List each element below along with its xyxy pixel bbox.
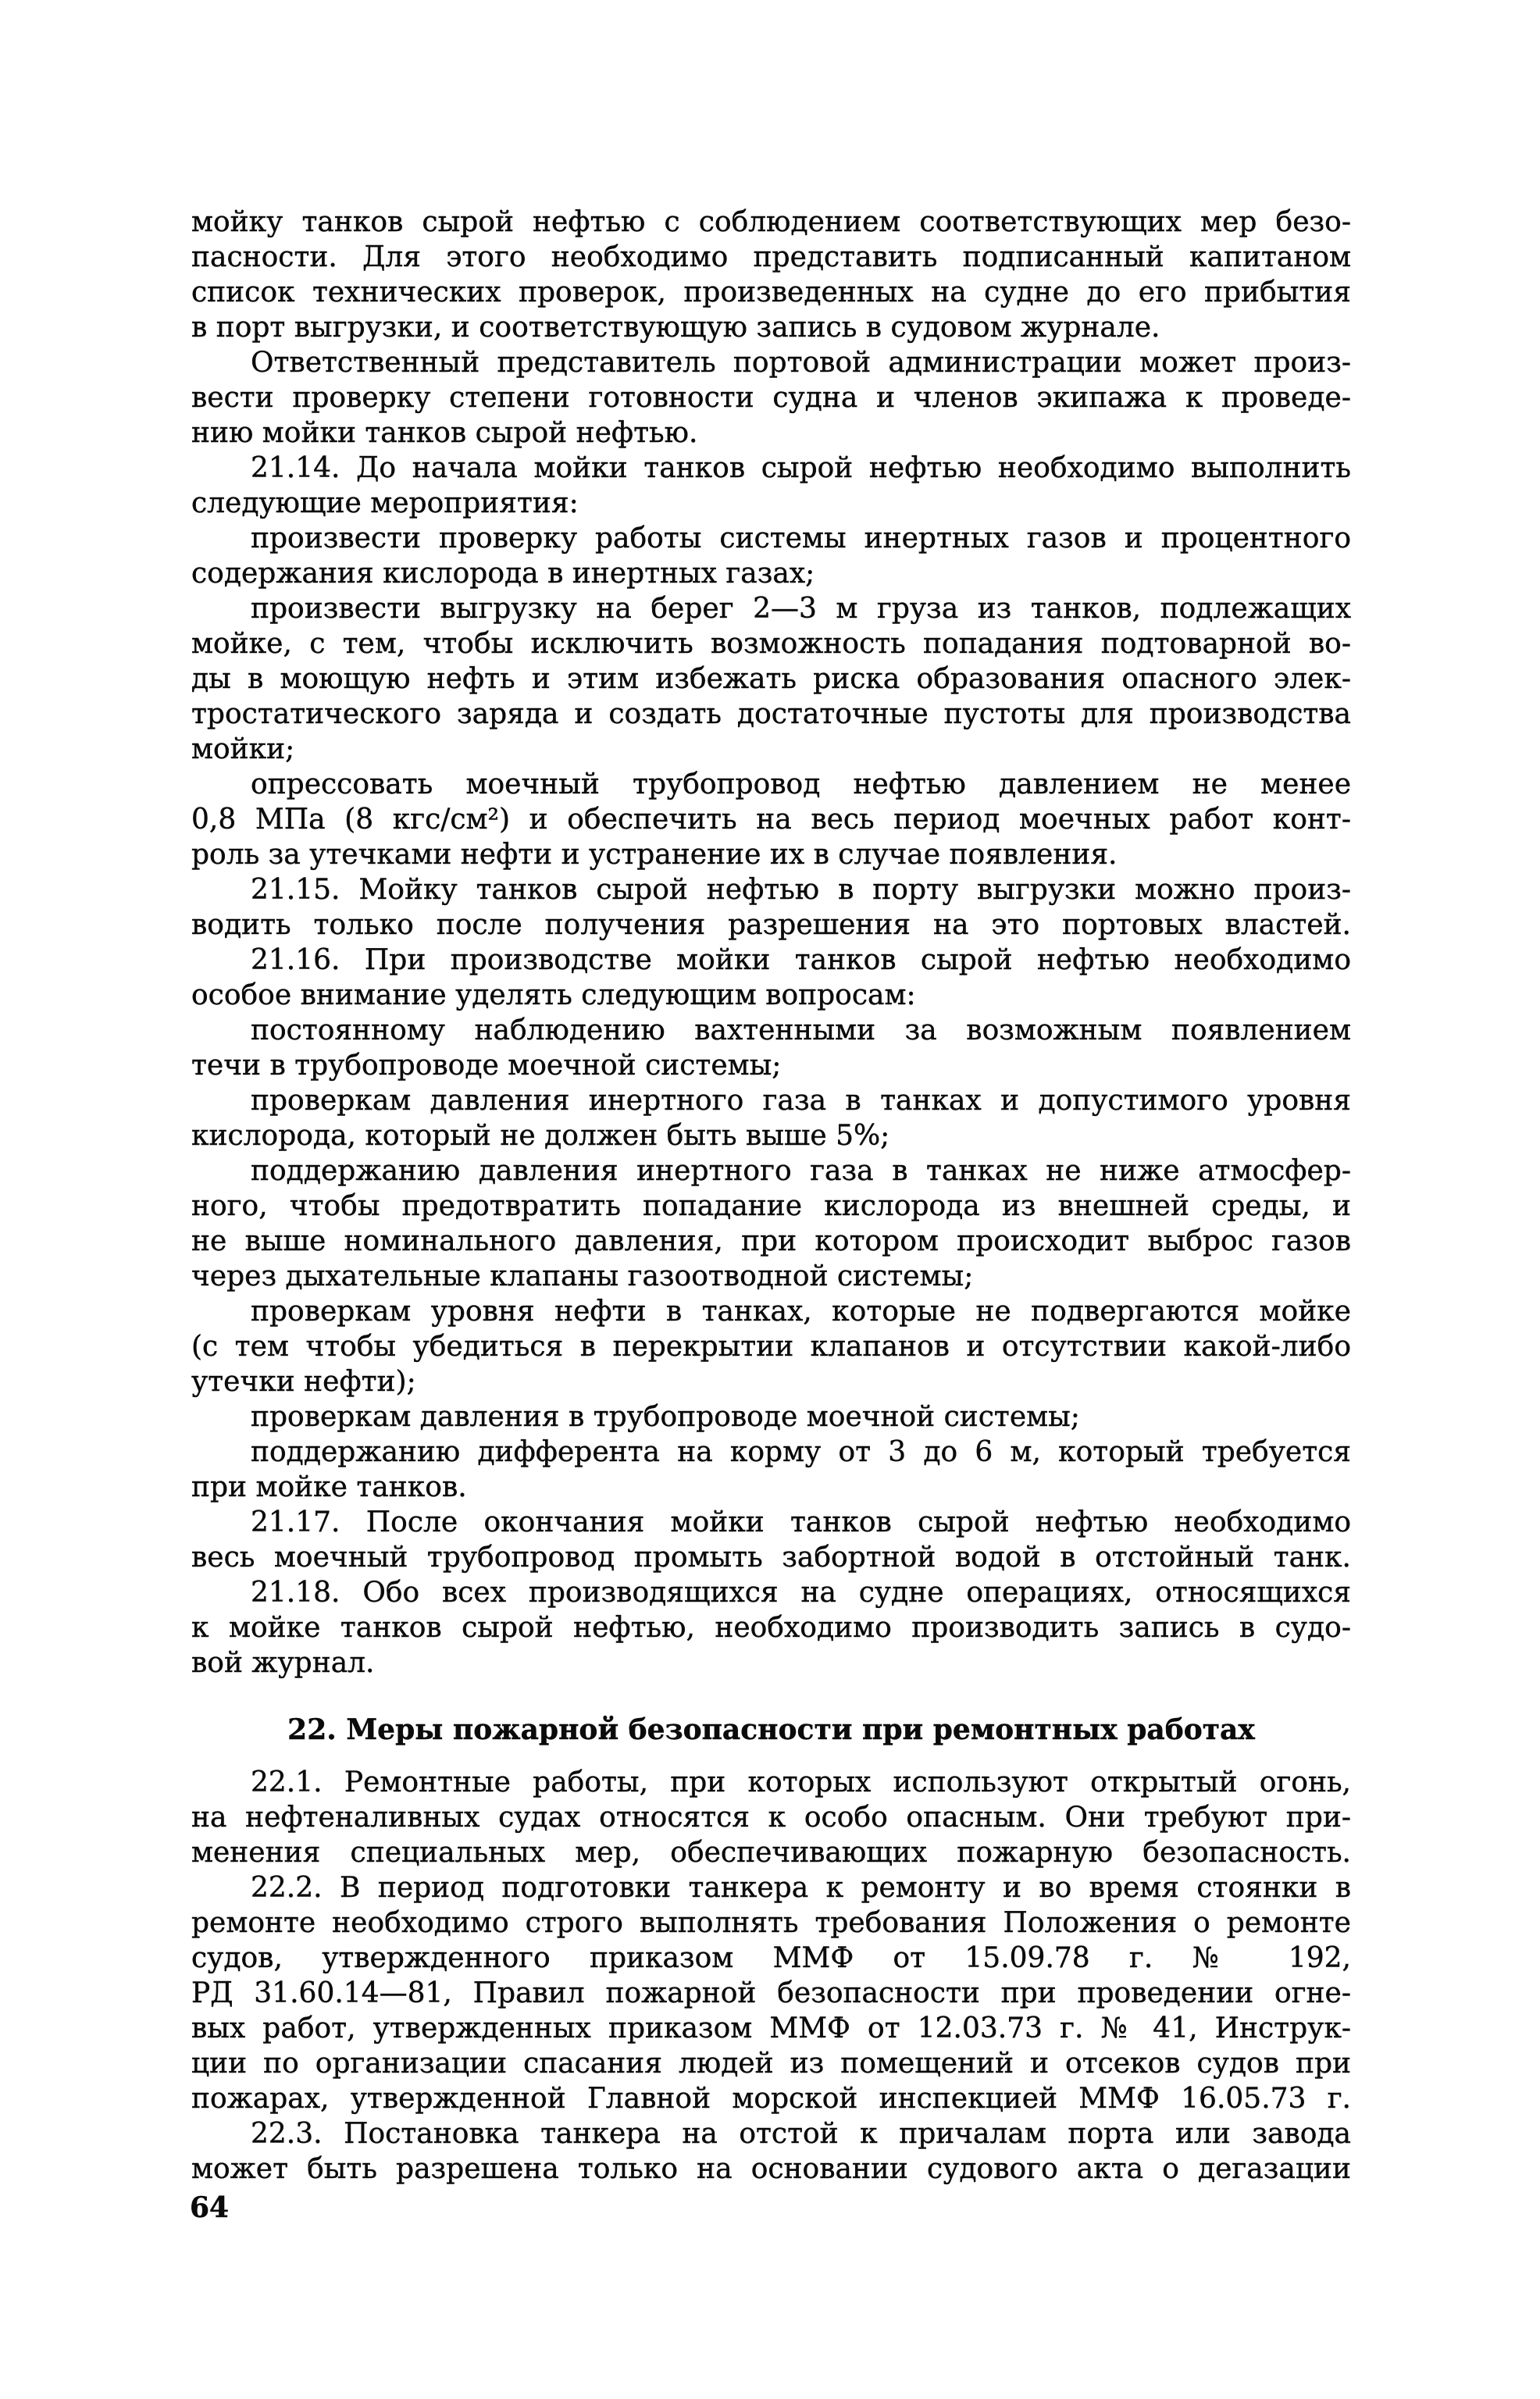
text-line: менения специальных мер, обеспечивающих пожарную безопасность.: [191, 1837, 1351, 1869]
section-heading: 22. Меры пожарной безопасности при ремонтных работах: [287, 1713, 1255, 1746]
text-line: 21.17. После окончания мойки танков сырой нефтью необходимо: [251, 1506, 1351, 1538]
text-line: 22.1. Ремонтные работы, при которых используют открытый огонь,: [251, 1766, 1351, 1798]
paragraph: [191, 1870, 1351, 2116]
text-line: вых работ, утвержденных приказом ММФ от 12.03.73 г. № 41, Инструк-: [191, 2012, 1351, 2044]
text-line: ремонте необходимо строго выполнять требования Положения о ремонте: [191, 1907, 1351, 1939]
text-line: (с тем чтобы убедиться в перекрытии клапанов и отсутствии какой-либо: [191, 1331, 1351, 1363]
text-line: нию мойки танков сырой нефтью.: [191, 417, 698, 449]
text-line: не выше номинального давления, при котором происходит выброс газов: [191, 1225, 1351, 1257]
text-line: вести проверку степени готовности судна и членов экипажа к проведе-: [191, 382, 1351, 414]
text-line: водить только после получения разрешения на это портовых властей.: [191, 909, 1351, 941]
text-line: ции по организации спасания людей из помещений и отсеков судов при: [191, 2048, 1351, 2080]
text-line: роль за утечками нефти и устранение их в случае появления.: [191, 839, 1118, 871]
text-line: содержания кислорода в инертных газах;: [191, 558, 815, 590]
text-line: ного, чтобы предотвратить попадание кислорода из внешней среды, и: [191, 1190, 1351, 1222]
paragraph: [191, 2116, 1351, 2187]
text-line: может быть разрешена только на основании судового акта о дегазации: [191, 2153, 1351, 2185]
text-line: список технических проверок, произведенных на судне до его прибытия: [191, 276, 1351, 308]
paragraph: [191, 591, 1351, 767]
text-line: мойку танков сырой нефтью с соблюдением соответствующих мер безо-: [191, 206, 1351, 238]
text-line: мойке, с тем, чтобы исключить возможность попадания подтоварной во-: [191, 628, 1351, 660]
paragraph: [191, 1294, 1351, 1399]
paragraph: [191, 205, 1351, 345]
paragraph: [191, 521, 1351, 591]
text-line: пасности. Для этого необходимо представить подписанный капитаном: [191, 241, 1351, 273]
text-line: произвести проверку работы системы инертных газов и процентного: [251, 522, 1351, 554]
paragraph: [191, 1765, 1351, 1870]
page-number: 64: [190, 2191, 230, 2224]
text-line: вой журнал.: [191, 1647, 375, 1679]
text-line: постоянному наблюдению вахтенными за возможным появлением: [251, 1014, 1351, 1046]
text-line: опрессовать моечный трубопровод нефтью давлением не менее: [251, 768, 1351, 800]
text-line: проверкам давления инертного газа в танках и допустимого уровня: [251, 1085, 1351, 1117]
paragraph: [191, 1153, 1351, 1294]
text-line: поддержанию давления инертного газа в танках не ниже атмосфер-: [251, 1155, 1351, 1187]
text-line: утечки нефти);: [191, 1366, 416, 1398]
text-line: течи в трубопроводе моечной системы;: [191, 1050, 782, 1082]
paragraph: [191, 1083, 1351, 1153]
text-line: в порт выгрузки, и соответствующую запись в судовом журнале.: [191, 312, 1160, 344]
text-line: особое внимание уделять следующим вопросам:: [191, 979, 916, 1011]
text-block: [191, 205, 1351, 2187]
text-line: следующие мероприятия:: [191, 487, 579, 519]
paragraph: [191, 872, 1351, 943]
paragraph: [191, 1399, 1351, 1435]
text-line: произвести выгрузку на берег 2—3 м груза из танков, подлежащих: [251, 593, 1351, 625]
text-line: кислорода, который не должен быть выше 5%;: [191, 1120, 890, 1152]
text-line: к мойке танков сырой нефтью, необходимо производить запись в судо-: [191, 1612, 1351, 1644]
text-line: через дыхательные клапаны газоотводной системы;: [191, 1260, 974, 1292]
text-line: РД 31.60.14—81, Правил пожарной безопасности при проведении огне-: [191, 1977, 1351, 2009]
paragraph: [191, 451, 1351, 521]
text-line: на нефтеналивных судах относятся к особо опасным. Они требуют при-: [191, 1802, 1351, 1834]
text-line: проверкам давления в трубопроводе моечной системы;: [251, 1401, 1080, 1433]
text-line: при мойке танков.: [191, 1471, 467, 1503]
text-line: 22.3. Постановка танкера на отстой к причалам порта или завода: [251, 2118, 1351, 2150]
paragraph: [191, 1505, 1351, 1575]
text-line: судов, утвержденного приказом ММФ от 15.09.78 г. № 192,: [191, 1942, 1351, 1974]
text-line: Ответственный представитель портовой администрации может произ-: [251, 347, 1351, 379]
paragraph: [191, 345, 1351, 451]
text-line: 21.15. Мойку танков сырой нефтью в порту выгрузки можно произ-: [251, 874, 1351, 906]
text-line: ды в моющую нефть и этим избежать риска образования опасного элек-: [191, 663, 1351, 695]
text-line: 22.2. В период подготовки танкера к ремонту и во время стоянки в: [251, 1872, 1351, 1904]
paragraph: [191, 1435, 1351, 1505]
text-line: весь моечный трубопровод промыть забортной водой в отстойный танк.: [191, 1542, 1351, 1574]
text-line: 21.18. Обо всех производящихся на судне операциях, относящихся: [251, 1577, 1351, 1609]
paragraph: [191, 1575, 1351, 1681]
text-line: мойки;: [191, 733, 295, 765]
text-line: 0,8 МПа (8 кгс/см²) и обеспечить на весь период моечных работ конт-: [191, 804, 1351, 836]
text-line: поддержанию дифферента на корму от 3 до 6 м, который требуется: [251, 1436, 1351, 1468]
paragraph: [191, 767, 1351, 872]
paragraph: [191, 1013, 1351, 1083]
text-line: тростатического заряда и создать достаточные пустоты для производства: [191, 698, 1351, 730]
text-line: проверкам уровня нефти в танках, которые не подвергаются мойке: [251, 1296, 1351, 1328]
paragraph: [191, 943, 1351, 1013]
text-line: 21.16. При производстве мойки танков сырой нефтью необходимо: [251, 944, 1351, 976]
text-line: 21.14. До начала мойки танков сырой нефтью необходимо выполнить: [251, 452, 1351, 484]
text-line: пожарах, утвержденной Главной морской инспекцией ММФ 16.05.73 г.: [191, 2083, 1351, 2115]
